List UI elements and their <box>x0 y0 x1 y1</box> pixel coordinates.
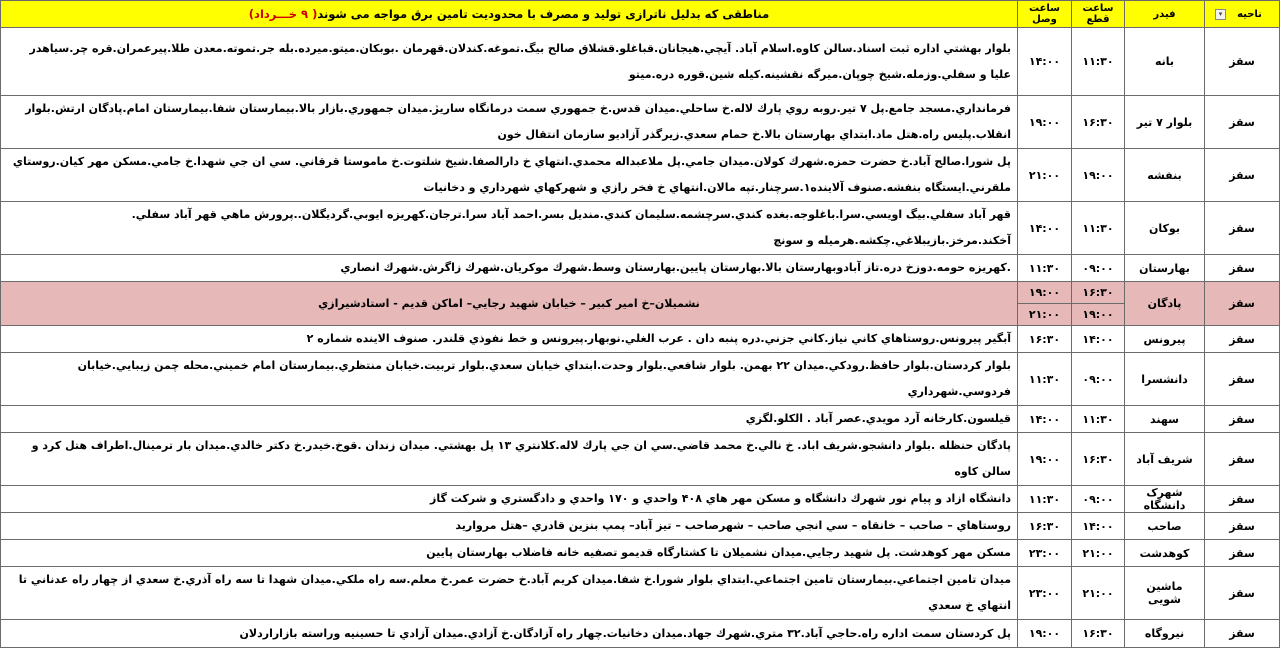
connect-time-cell: ۲۳:۰۰ <box>1018 540 1072 567</box>
connect-time-cell: ۱۴:۰۰ <box>1018 202 1072 255</box>
feeder-cell: بهارستان <box>1125 255 1205 282</box>
table-body <box>1 28 1280 648</box>
region-cell: سقز <box>1205 326 1280 353</box>
affected-areas-cell: مسكن مهر كوهدشت. پل شهيد رجايي.ميدان نشميلان تا كشتارگاه قديمو تصفيه خانه فاضلاب بهارستان پايين <box>1 540 1018 567</box>
feeder-cell: کوهدشت <box>1125 540 1205 567</box>
cut-time-cell: ۱۶:۳۰ <box>1072 96 1125 149</box>
region-cell: سقز <box>1205 567 1280 620</box>
connect-time-cell: ۲۱:۰۰ <box>1018 149 1072 202</box>
affected-areas-cell: .كهريزه حومه.دوزخ دره.تاز آبادوبهارستان بالا.بهارستان پايين.بهارستان وسط.شهرك موكريان.شهرك زاگرش.شهرك انصاري <box>1 255 1018 282</box>
region-header[interactable] <box>1205 1 1280 28</box>
affected-areas-cell: دانشگاه ازاد و پيام نور شهرك دانشگاه و مسكن مهر هاي ۴۰۸ واحدي و ۱۷۰ واحدي و دادگستري و شركت گاز <box>1 486 1018 513</box>
affected-areas-cell: ميدان تامين اجتماعي.بيمارستان تامين اجتماعي.ابتداي بلوار شورا.خ شفا.ميدان كريم آباد.خ حضرت عمر.خ معلم.سه راه ملكي.ميدان شهدا تا سه راه آذري.خ سعدي از چهار راه عدناني تا انتهاي خ سعدي <box>1 567 1018 620</box>
connect-time-cell: ۱۶:۳۰ <box>1018 513 1072 540</box>
feeder-cell: دانشسرا <box>1125 353 1205 406</box>
region-cell: سقز <box>1205 620 1280 648</box>
feeder-cell: بوکان <box>1125 202 1205 255</box>
table-row <box>1 540 1280 567</box>
table-row <box>1 567 1280 620</box>
table-row <box>1 326 1280 353</box>
connect-time-slot: ۱۹:۰۰ <box>1018 282 1071 304</box>
cut-time-cell: ۱۱:۳۰ <box>1072 28 1125 96</box>
cut-time-cell: ۱۴:۰۰ <box>1072 513 1125 540</box>
table-row <box>1 486 1280 513</box>
table-row <box>1 406 1280 433</box>
table-row <box>1 620 1280 648</box>
cut-time-cell: ۱۴:۰۰ <box>1072 326 1125 353</box>
table-row <box>1 28 1280 96</box>
region-cell: سقز <box>1205 433 1280 486</box>
feeder-cell: صاحب <box>1125 513 1205 540</box>
cut-time-slot: ۱۶:۳۰ <box>1072 282 1124 304</box>
cut-time-cell: ۱۶:۳۰ <box>1072 433 1125 486</box>
cut-time-cell: ۱۶:۳۰ <box>1072 620 1125 648</box>
feeder-cell: نیروگاه <box>1125 620 1205 648</box>
title-date: ( ۹ خـــرداد) <box>248 7 318 21</box>
feeder-cell: بانه <box>1125 28 1205 96</box>
connect-time-slot: ۲۱:۰۰ <box>1028 308 1061 321</box>
feeder-cell: پیرونس <box>1125 326 1205 353</box>
region-cell: سقز <box>1205 486 1280 513</box>
connect-time-cell: ۱۱:۳۰ <box>1018 353 1072 406</box>
region-header-label: ناحیه <box>1237 8 1262 20</box>
title-text: مناطقی که بدلیل ناترازی تولید و مصرف با محدودیت تامین برق مواجه می شوند <box>317 7 770 21</box>
table-row <box>1 202 1280 255</box>
region-cell: سقز <box>1205 255 1280 282</box>
header-row <box>1 1 1280 28</box>
cut-time-cell: ۱۱:۳۰ <box>1072 406 1125 433</box>
cut-time-cell <box>1072 282 1125 326</box>
connect-time-cell: ۱۹:۰۰ <box>1018 620 1072 648</box>
affected-areas-cell: بلوار بهشتي اداره ثبت اسناد.سالن كاوه.اسلام آباد. آيچي.هيجانان.قباغلو.قشلاق صالح بيگ.تموغه.كندلان.قهرمان .بوبكان.ميتو.ميرده.بله جر.تموته.معدن طلا.پيرعمران.قره چر.سياهدر عليا و سفلي.وزمله.شيخ چوپان.ميرگه نقشينه.كيله شين.قوره دره.ميتو <box>1 28 1018 96</box>
region-cell: سقز <box>1205 96 1280 149</box>
cut-time-cell: ۱۱:۳۰ <box>1072 202 1125 255</box>
affected-areas-cell: آبگير پيرونس.روستاهاي كاني نياز.كاني جزني.دره پنبه دان . عرب الغلي.نوبهار.پيرونس و خط نفوذي قلندر. صنوف الاينده شماره ۲ <box>1 326 1018 353</box>
feeder-cell: بنفشه <box>1125 149 1205 202</box>
table-row <box>1 282 1280 326</box>
region-cell: سقز <box>1205 202 1280 255</box>
affected-areas-cell: پل شورا.صالح آباد.خ حضرت حمزه.شهرك كولان.ميدان جامي.پل ملاعبداله محمدي.انتهاي خ دارالصفا.شيخ شلتوت.خ ماموستا قرقاني. سي ان جي شهدا.خ جامي.مسكن مهر كيان.روستاي ملقرني.ايستگاه بنفشه.صنوف آلاينده۱.سرچنار.تپه مالان.انتهاي خ فخر رازي و شهركهاي شهرداري و دخانيات <box>1 149 1018 202</box>
connect-time-cell: ۱۱:۳۰ <box>1018 486 1072 513</box>
affected-areas-cell: پادگان حنظله .بلوار دانشجو.شريف اباد. خ نالي.خ محمد قاضي.سي ان جي پارك لاله.كلانتري ۱۳ پل بهشتي. ميدان زندان .قوخ.خيدر.خ دكتر خالدي.ميدان بار ترمينال.اطراف هتل كرد و سالن كاوه <box>1 433 1018 486</box>
cut-time-slot: ۱۹:۰۰ <box>1082 308 1114 321</box>
affected-areas-cell: پل كردستان سمت اداره راه.حاجي آباد.۳۲ متري.شهرك جهاد.ميدان دخانيات.چهار راه آزادگان.خ آزادي.ميدان آزادي تا حسينيه وراسته بازاراردلان <box>1 620 1018 648</box>
affected-areas-cell: بلوار كردستان.بلوار حافظ.رودكي.ميدان ۲۲ بهمن. بلوار شافعي.بلوار وحدت.ابتداي خيابان سعدي.بلوار تربيت.خيابان منتظري.بيمارستان امام خميني.محله چمن زيبايي.خيابان فردوسي.شهرداري <box>1 353 1018 406</box>
region-cell: سقز <box>1205 406 1280 433</box>
table-row <box>1 433 1280 486</box>
filter-dropdown-icon[interactable]: ▾ <box>1215 9 1226 20</box>
affected-areas-cell: فرمانداري.مسجد جامع.پل ۷ تير.روبه روي پارك لاله.خ ساحلي.ميدان قدس.خ جمهوري سمت درمانگاه ساريژ.ميدان جمهوري.بازار بالا.بيمارستان شفا.بيمارستان امام.پادگان ارتش.بلوار انقلاب.پليس راه.هتل ماد.ابتداي بهارستان بالا.خ حمام سعدي.زيرگذر آزاديو سازمان انتقال خون <box>1 96 1018 149</box>
feeder-cell: سهند <box>1125 406 1205 433</box>
feeder-cell: پادگان <box>1125 282 1205 326</box>
region-cell: سقز <box>1205 540 1280 567</box>
feeder-cell: شریف آباد <box>1125 433 1205 486</box>
affected-areas-cell: نشميلان–خ امير كبير – خيابان شهيد رجايي– اماكن قديم - استادشيرازي <box>1 282 1018 326</box>
affected-areas-cell: قهر آباد سفلي.بيگ اويسي.سرا.باغلوجه.بغده كندي.سرچشمه.سليمان كندي.منديل بسر.احمد آباد سرا.ترجان.كهريزه ايوبي.گرديگلان..پرورش ماهي قهر آباد سفلي. آخكند.مرخز.بازيبلاغي.چكشه.هرميله و سونچ <box>1 202 1018 255</box>
cut-time-cell: ۲۱:۰۰ <box>1072 567 1125 620</box>
cut-time-cell: ۰۹:۰۰ <box>1072 486 1125 513</box>
connect-time-cell: ۱۴:۰۰ <box>1018 28 1072 96</box>
table-title <box>1 1 1018 28</box>
feeder-cell: شهرک دانشگاه <box>1125 486 1205 513</box>
feeder-cell: بلوار ۷ تیر <box>1125 96 1205 149</box>
cut-time-cell: ۰۹:۰۰ <box>1072 353 1125 406</box>
feeder-cell: ماشین شویی <box>1125 567 1205 620</box>
cut-time-header: ساعت قطع <box>1072 1 1125 28</box>
connect-time-header: ساعت وصل <box>1018 1 1072 28</box>
region-cell: سقز <box>1205 28 1280 96</box>
connect-time-cell: ۱۹:۰۰ <box>1018 433 1072 486</box>
connect-time-cell: ۱۹:۰۰ <box>1018 96 1072 149</box>
affected-areas-cell: روستاهاي – صاحب – خانقاه – سي انجي صاحب – شهرصاحب – تيز آباد– پمپ بنزين قادري –هتل مرواريد <box>1 513 1018 540</box>
region-cell: سقز <box>1205 149 1280 202</box>
region-cell: سقز <box>1205 282 1280 326</box>
affected-areas-cell: قيلسون.كارخانه آرد مويدي.عصر آباد . الكلو.لگزي <box>1 406 1018 433</box>
region-cell: سقز <box>1205 513 1280 540</box>
connect-time-cell: ۱۴:۰۰ <box>1018 406 1072 433</box>
table-row <box>1 96 1280 149</box>
connect-time-cell: ۱۱:۳۰ <box>1018 255 1072 282</box>
table-row <box>1 513 1280 540</box>
table-row <box>1 255 1280 282</box>
table-row <box>1 353 1280 406</box>
table-row <box>1 149 1280 202</box>
cut-time-cell: ۲۱:۰۰ <box>1072 540 1125 567</box>
connect-time-cell: ۲۳:۰۰ <box>1018 567 1072 620</box>
connect-time-cell: ۱۶:۳۰ <box>1018 326 1072 353</box>
connect-time-cell <box>1018 282 1072 326</box>
feeder-header: فیدر <box>1125 1 1205 28</box>
cut-time-cell: ۰۹:۰۰ <box>1072 255 1125 282</box>
region-cell: سقز <box>1205 353 1280 406</box>
cut-time-cell: ۱۹:۰۰ <box>1072 149 1125 202</box>
